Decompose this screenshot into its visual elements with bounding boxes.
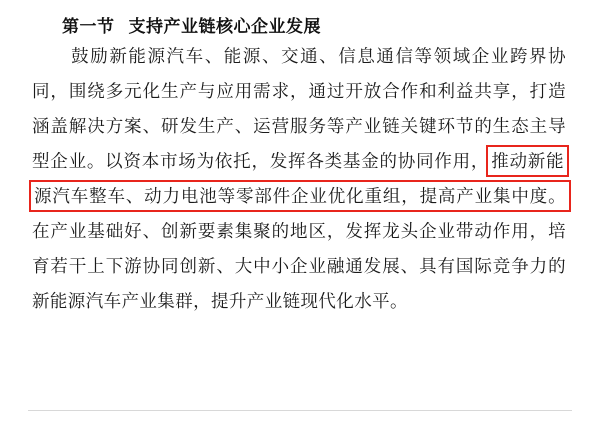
section-number: 第一节 <box>62 17 115 36</box>
highlighted-text: 推动新能源汽车整车、动力电池等零部件企业优化重组，提高产业集中度。 <box>32 148 568 209</box>
page-bottom-divider <box>28 410 572 411</box>
body-paragraph <box>28 39 572 319</box>
paragraph-text-part1: 鼓励新能源汽车、能源、交通、信息通信等领域企业跨界协同，围绕多元化生产与应用需求，通过开放合作和利益共享，打造涵盖解决方案、研发生产、运营服务等产业链关键环节的生态主导型企业。以资本市场为依托，发挥各类基金的协同作用， <box>32 46 566 171</box>
section-title: 支持产业链核心企业发展 <box>128 17 321 36</box>
paragraph-text-part2: 在产业基础好、创新要素集聚的地区，发挥龙头企业带动作用，培育若干上下游协同创新、大中小企业融通发展、具有国际竞争力的新能源汽车产业集群，提升产业链现代化水平。 <box>32 221 566 311</box>
section-heading <box>62 12 572 37</box>
